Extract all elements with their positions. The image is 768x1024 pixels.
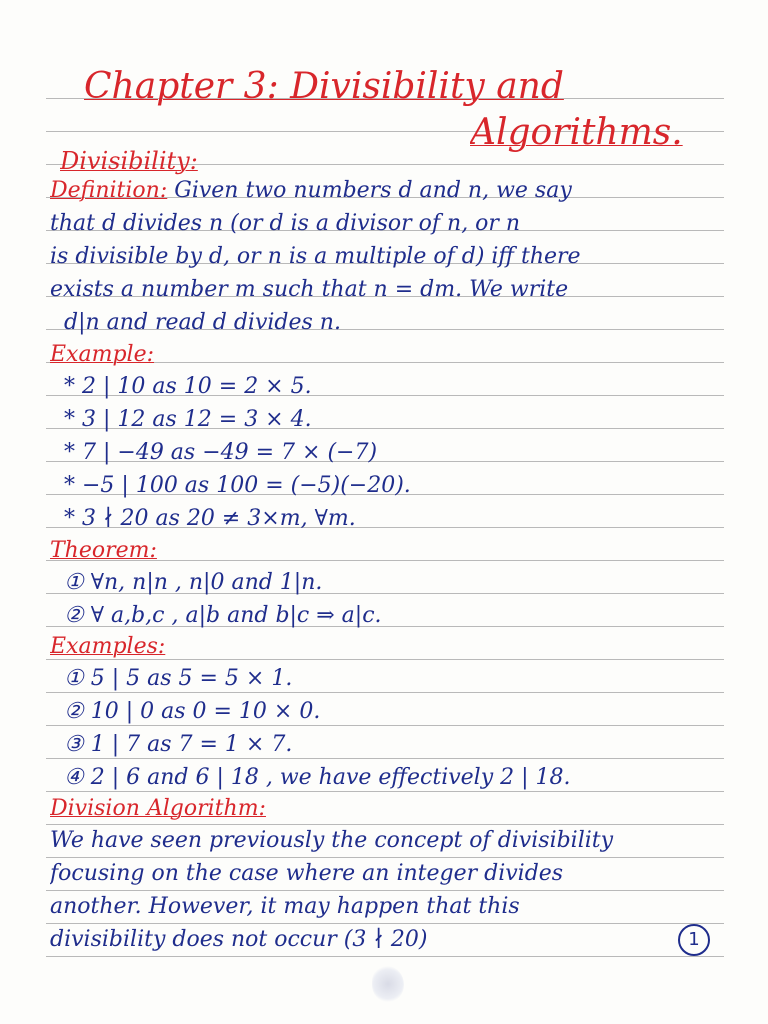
definition-text: Given two numbers d and n, we say [174,178,572,203]
division-text-line: focusing on the case where an integer divides [50,861,564,886]
right-margin [724,0,768,1024]
example2-item: ① 5 | 5 as 5 = 5 × 1. [64,666,293,691]
definition-line2: that d divides n (or d is a divisor of n, or n [50,211,521,236]
example-item: * 3 ∤ 20 as 20 ≠ 3×m, ∀m. [64,506,356,531]
division-text-line: We have seen previously the concept of divisibility [50,828,614,853]
division-text-line: divisibility does not occur (3 ∤ 20) [50,927,428,952]
page-number: 1 [678,924,710,956]
example-item: * 7 | −49 as −49 = 7 × (−7) [64,440,378,465]
theorem-item: ① ∀n, n|n , n|0 and 1|n. [64,570,323,595]
example-item: * 3 | 12 as 12 = 3 × 4. [64,407,312,432]
example2-item: ② 10 | 0 as 0 = 10 × 0. [64,699,321,724]
section-heading-divisibility: Divisibility: [60,147,198,175]
example-item: * −5 | 100 as 100 = (−5)(−20). [64,473,411,498]
definition-label: Definition: [50,178,168,203]
left-margin [0,0,46,1024]
division-text-line: another. However, it may happen that this [50,894,520,919]
chapter-title-line2: Algorithms. [470,112,683,153]
example-heading: Example: [50,342,154,367]
theorem-heading: Theorem: [50,538,157,563]
definition-line3: is divisible by d, or n is a multiple of d) iff there [50,244,581,269]
examples-heading: Examples: [50,634,166,659]
definition-line4: exists a number m such that n = dm. We write [50,277,569,302]
theorem-item: ② ∀ a,b,c , a|b and b|c ⇒ a|c. [64,603,382,628]
example2-item: ③ 1 | 7 as 7 = 1 × 7. [64,732,293,757]
chapter-title-line1: Chapter 3: Divisibility and [84,66,564,107]
definition-line1 [50,176,722,206]
definition-line5: d|n and read d divides n. [64,310,341,335]
paper-smudge [372,966,404,1002]
example2-item: ④ 2 | 6 and 6 | 18 , we have effectively 2 | 18. [64,765,571,790]
division-algorithm-heading: Division Algorithm: [50,796,266,821]
example-item: * 2 | 10 as 10 = 2 × 5. [64,374,312,399]
